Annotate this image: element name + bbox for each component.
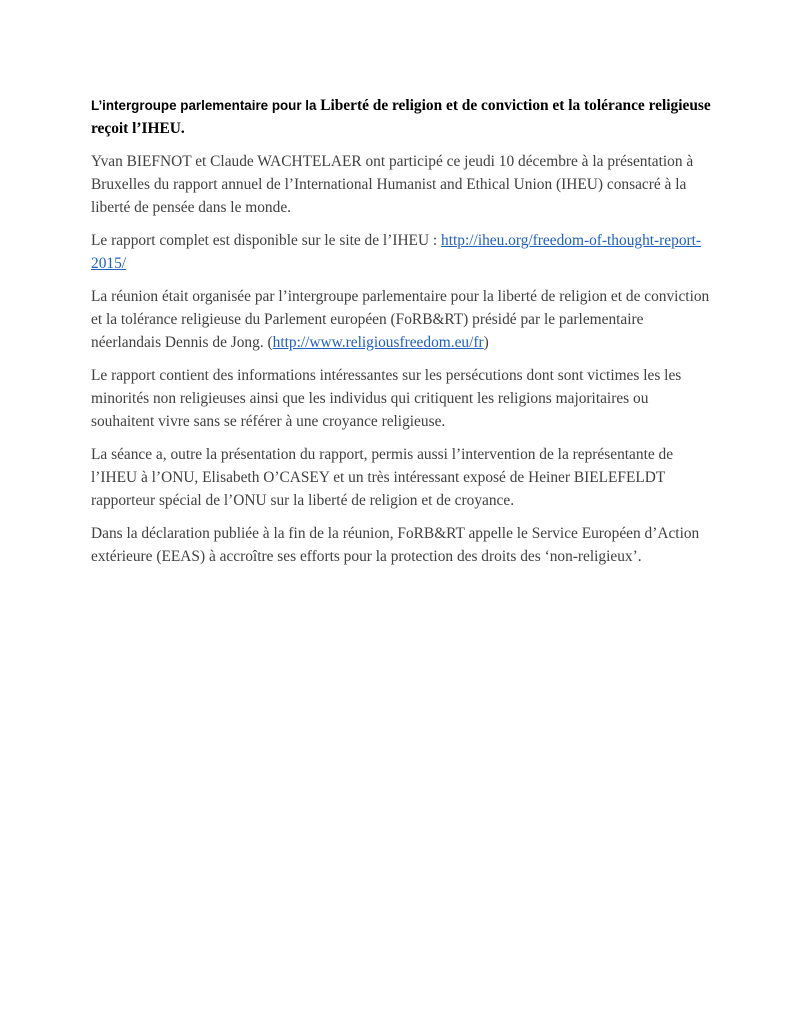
paragraph-declaration: Dans la déclaration publiée à la fin de la réunion, FoRB&RT appelle le Service Européen d’Action extérieure (EEAS) à accroître ses efforts pour la protection des droits des ‘non-religieux’. [91, 525, 700, 565]
document-title [91, 94, 711, 140]
document-page [91, 94, 711, 578]
paragraph-report-content: Le rapport contient des informations intéressantes sur les persécutions dont sont victimes les les minorités non religieuses ainsi que les individus qui critiquent les religions majoritaires ou souhaitent vivre sans se référer à une croyance religieuse. [91, 367, 682, 430]
paragraph-report-link [91, 229, 711, 275]
title-lead: L’intergroupe parlementaire pour la [91, 98, 321, 113]
report-link[interactable]: http://iheu.org/freedom-of-thought-report-2015/ [91, 232, 702, 272]
meeting-text-end: ) [483, 334, 489, 351]
meeting-text: La réunion était organisée par l’intergroupe parlementaire pour la liberté de religion et de conviction et la tolérance religieuse du Parlement européen (FoRB&RT) présidé par le parlementaire néerlandais Dennis de Jong. ( [91, 288, 710, 351]
paragraph-session: La séance a, outre la présentation du rapport, permis aussi l’intervention de la représentante de l’IHEU à l’ONU, Elisabeth O’CASEY et un très intéressant exposé de Heiner BIELEFELDT rapporteur spécial de l’ONU sur la liberté de religion et de croyance. [91, 446, 674, 509]
report-link-text: Le rapport complet est disponible sur le site de l’IHEU : [91, 232, 442, 249]
paragraph-meeting [91, 285, 711, 354]
religiousfreedom-link[interactable]: http://www.religiousfreedom.eu/fr [272, 334, 484, 351]
title-rest: Liberté de religion et de conviction et la tolérance religieuse reçoit l’IHEU. [91, 97, 711, 137]
paragraph-participants: Yvan BIEFNOT et Claude WACHTELAER ont participé ce jeudi 10 décembre à la présentation à Bruxelles du rapport annuel de l’International Humanist and Ethical Union (IHEU) consacré à la liberté de pensée dans le monde. [91, 153, 694, 216]
